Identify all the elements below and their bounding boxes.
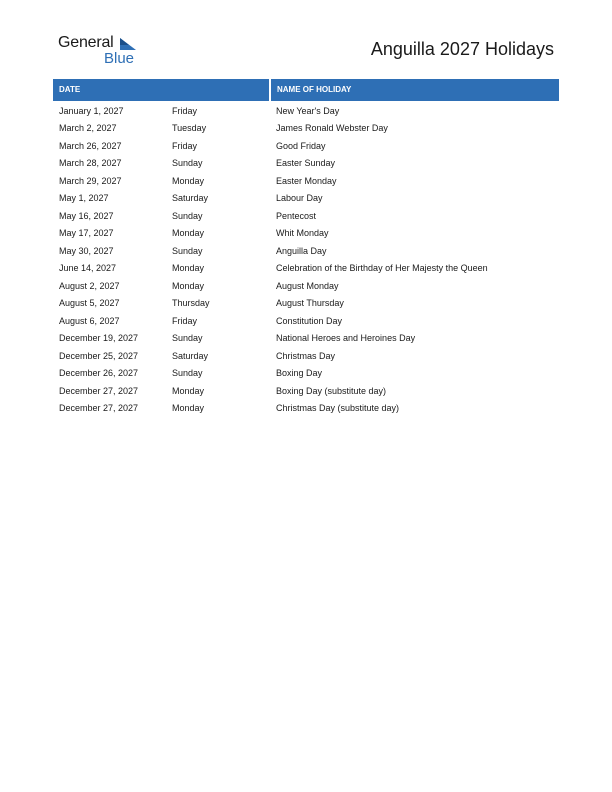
page-title: Anguilla 2027 Holidays [370,39,554,59]
row-date: March 29, 2027 [59,175,122,186]
row-weekday: Friday [172,105,198,116]
table-row [53,330,559,348]
row-weekday: Sunday [172,245,203,256]
table-row [53,155,559,173]
logo-word-blue: Blue [104,50,135,67]
row-date: May 17, 2027 [59,228,114,238]
logo-triangle-shade-icon [120,38,129,45]
table-row [53,348,559,366]
table-row [53,278,559,296]
row-holiday-name: Easter Monday [276,175,337,186]
header-date: DATE [53,79,269,101]
row-date: May 1, 2027 [59,193,109,203]
row-date: December 27, 2027 [59,403,139,413]
row-date: December 26, 2027 [59,368,139,378]
row-weekday: Thursday [172,298,210,308]
table-row [53,365,559,383]
row-date: March 26, 2027 [59,140,122,151]
row-weekday: Sunday [172,333,203,343]
table-row [53,400,559,418]
table-header [53,79,559,101]
row-weekday: Sunday [172,158,203,168]
table-row [53,243,559,261]
row-date: December 19, 2027 [59,333,139,343]
row-weekday: Monday [172,228,205,238]
generalblue-logo [58,34,148,68]
row-holiday-name: Boxing Day [276,368,323,378]
row-weekday: Monday [172,403,205,413]
row-holiday-name: Christmas Day (substitute day) [276,403,400,413]
row-weekday: Monday [172,263,205,273]
row-weekday: Friday [172,315,198,326]
row-weekday: Sunday [172,368,203,378]
row-holiday-name: Constitution Day [276,315,343,326]
table-row [53,103,559,121]
table-row [53,138,559,156]
table-body [53,101,559,418]
row-date: March 2, 2027 [59,123,117,133]
header-holiday-name: NAME OF HOLIDAY [271,79,559,101]
row-weekday: Monday [172,385,205,396]
row-holiday-name: Celebration of the Birthday of Her Majesty the Queen [276,263,488,273]
row-date: May 30, 2027 [59,245,114,256]
row-holiday-name: Christmas Day [276,350,336,361]
row-date: December 25, 2027 [59,350,139,361]
row-date: June 14, 2027 [59,263,117,273]
row-weekday: Monday [172,175,205,186]
row-holiday-name: Good Friday [276,140,326,151]
row-date: March 28, 2027 [59,158,122,168]
table-row [53,295,559,313]
row-date: December 27, 2027 [59,385,139,396]
row-holiday-name: Whit Monday [276,228,329,238]
row-holiday-name: Anguilla Day [276,245,327,256]
table-row [53,208,559,226]
row-weekday: Tuesday [172,123,207,133]
table-row [53,313,559,331]
row-holiday-name: James Ronald Webster Day [276,123,388,133]
row-holiday-name: New Year's Day [276,105,340,116]
row-weekday: Saturday [172,350,209,361]
row-date: August 5, 2027 [59,298,120,308]
row-holiday-name: Labour Day [276,193,323,203]
table-row [53,383,559,401]
table-row [53,225,559,243]
row-date: August 6, 2027 [59,315,120,326]
row-weekday: Saturday [172,193,209,203]
table-row [53,260,559,278]
table-row [53,190,559,208]
row-weekday: Sunday [172,210,203,221]
row-date: January 1, 2027 [59,105,124,116]
logo-word-general: General [58,34,114,51]
table-row [53,173,559,191]
row-weekday: Monday [172,280,205,291]
row-holiday-name: Easter Sunday [276,158,336,168]
row-holiday-name: Boxing Day (substitute day) [276,385,387,396]
table-row [53,120,559,138]
row-holiday-name: August Monday [276,280,339,291]
row-holiday-name: Pentecost [276,210,317,221]
row-date: August 2, 2027 [59,280,120,291]
row-date: May 16, 2027 [59,210,114,221]
row-weekday: Friday [172,140,198,151]
row-holiday-name: National Heroes and Heroines Day [276,333,416,343]
holiday-table [53,79,559,418]
row-holiday-name: August Thursday [276,298,344,308]
